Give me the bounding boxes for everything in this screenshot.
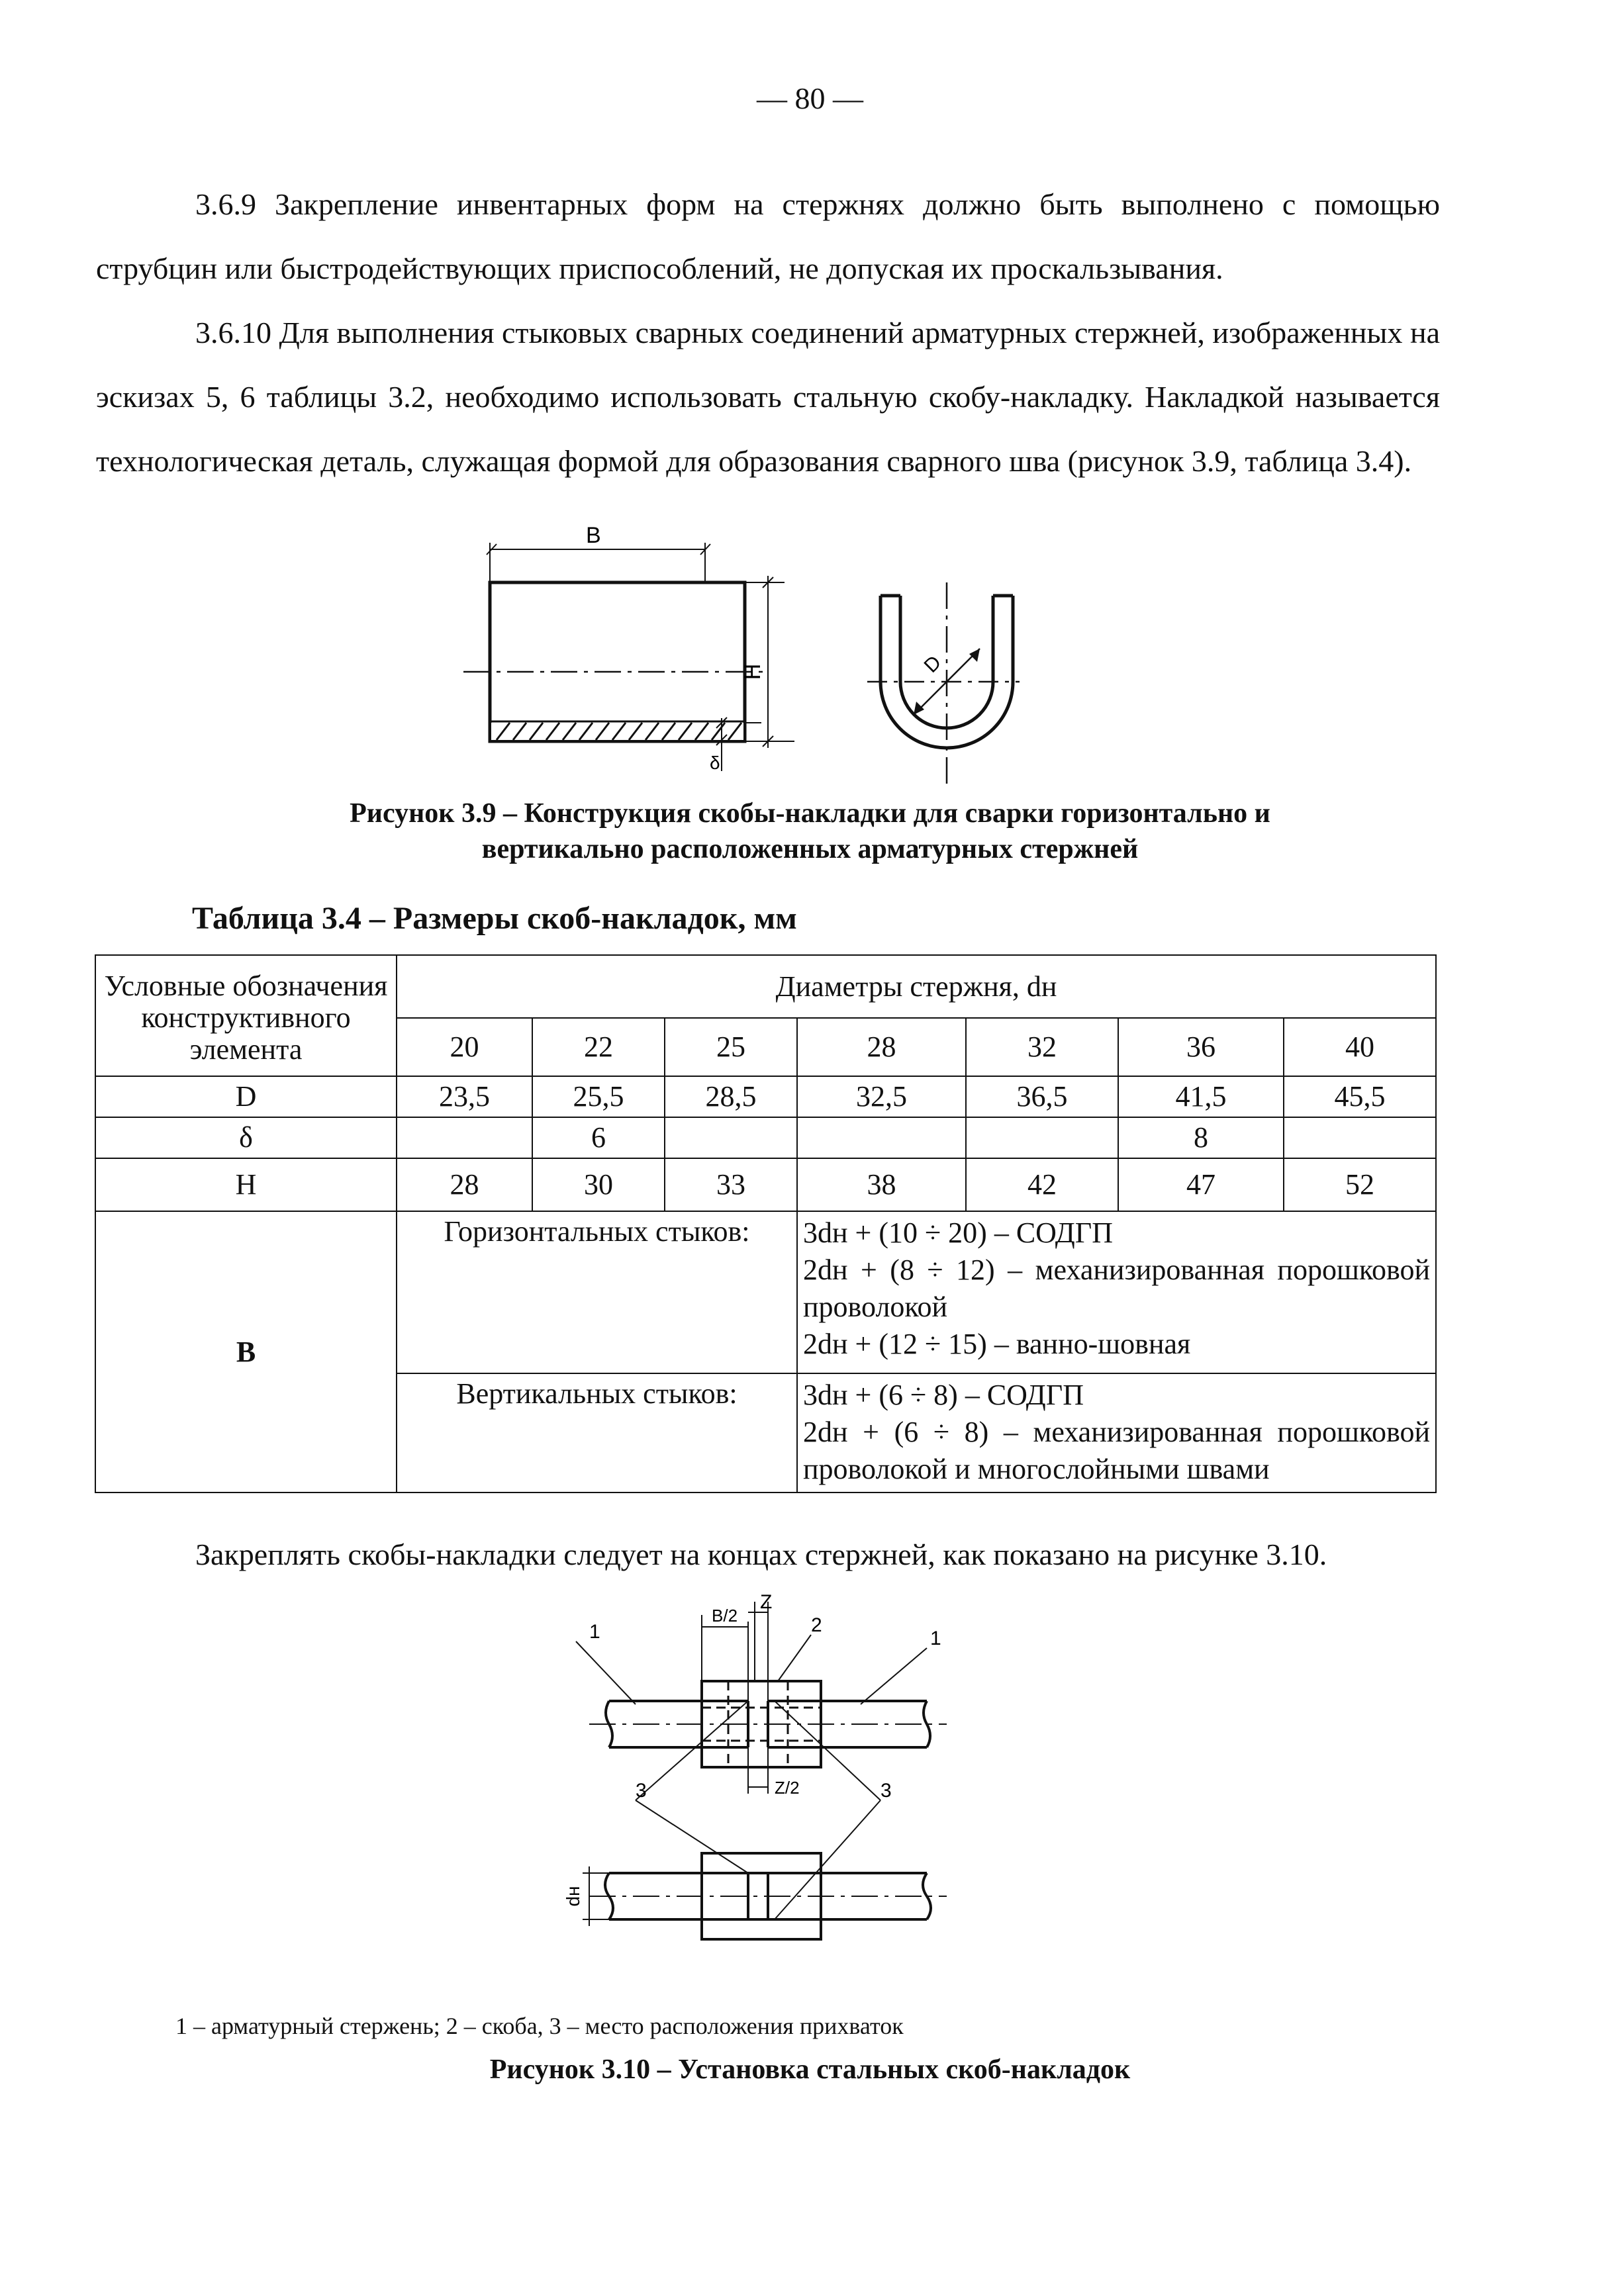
table-cell: 42 — [966, 1158, 1118, 1211]
figure-3-9-caption-line1: Рисунок 3.9 – Конструкция скобы-накладки для сварки горизонтально и — [350, 798, 1270, 829]
table-cell: 28,5 — [665, 1076, 797, 1117]
staple-side-view — [867, 582, 1020, 788]
row-label: B — [95, 1211, 397, 1492]
col-header-designation: Условные обозначения конструктивного элемента — [95, 955, 397, 1076]
callout-1-left: 1 — [589, 1621, 600, 1643]
figure-3-9-caption-line2: вертикально расположенных арматурных стержней — [481, 834, 1139, 864]
table-cell: 25,5 — [532, 1076, 665, 1117]
horizontal-joints-label: Горизонтальных стыков: — [397, 1211, 797, 1373]
page-number: — 80 — — [757, 81, 863, 115]
table-3-4 — [95, 954, 1437, 1493]
side-view — [583, 1800, 947, 1939]
text-block-2 — [96, 1522, 1440, 1586]
table-row-d — [95, 1076, 1436, 1117]
table-cell — [397, 1117, 532, 1158]
row-label: H — [95, 1158, 397, 1211]
diameter-header: 40 — [1284, 1018, 1436, 1076]
figure-3-9-drawing — [450, 523, 1020, 801]
table-3-4-title: Таблица 3.4 – Размеры скоб-накладок, мм — [192, 901, 797, 936]
diameter-header: 32 — [966, 1018, 1118, 1076]
table-cell: 23,5 — [397, 1076, 532, 1117]
row-label: δ — [95, 1117, 397, 1158]
dim-z2-label: Z/2 — [775, 1778, 800, 1798]
diameter-header: 28 — [797, 1018, 966, 1076]
table-cell: 41,5 — [1118, 1076, 1284, 1117]
table-cell: 32,5 — [797, 1076, 966, 1117]
diameter-header: 25 — [665, 1018, 797, 1076]
vertical-joints-label: Вертикальных стыков: — [397, 1373, 797, 1492]
table-row-b-horizontal — [95, 1211, 1436, 1373]
group-header-diameters: Диаметры стержня, dн — [397, 955, 1436, 1018]
row-label: D — [95, 1076, 397, 1117]
diameter-header: 22 — [532, 1018, 665, 1076]
paragraph-3-6-9: 3.6.9 Закрепление инвентарных форм на стержнях должно быть выполнено с помощью струбцин или быстродействующих приспособлений, не допуская их проскальзывания. — [96, 187, 1440, 285]
table-cell: 52 — [1284, 1158, 1436, 1211]
formula-line: 2dн + (6 ÷ 8) – механизированная порошковой проволокой и многослойными швами — [803, 1416, 1431, 1485]
diameter-header: 20 — [397, 1018, 532, 1076]
formula-line: 2dн + (12 ÷ 15) – ванно-шовная — [803, 1328, 1191, 1360]
paragraph-fastening: Закреплять скобы-накладки следует на концах стержней, как показано на рисунке 3.10. — [195, 1538, 1327, 1571]
table-cell: 33 — [665, 1158, 797, 1211]
figure-3-9-caption — [0, 796, 1620, 867]
formula-line: 3dн + (10 ÷ 20) – СОДГП — [803, 1217, 1113, 1249]
table-cell — [1284, 1117, 1436, 1158]
paragraph-3-6-10: 3.6.10 Для выполнения стыковых сварных соединений арматурных стержней, изображенных на эскизах 5, 6 таблицы 3.2, необходимо использовать стальную скобу-накладку. Накладкой называется технологическая деталь, служащая формой для образования сварного шва (рисунок 3.9, таблица 3.4). — [96, 316, 1440, 478]
horizontal-formulas — [797, 1211, 1436, 1373]
dim-z-label: Z — [760, 1591, 773, 1613]
table-cell: 38 — [797, 1158, 966, 1211]
dim-delta-label: δ — [710, 753, 720, 773]
table-cell: 8 — [1118, 1117, 1284, 1158]
table-row-h — [95, 1158, 1436, 1211]
staple-front-view — [463, 543, 794, 771]
top-view — [576, 1602, 947, 1800]
text-block — [96, 172, 1440, 493]
callout-3-left: 3 — [636, 1780, 647, 1802]
figure-3-10-drawing — [549, 1588, 960, 1999]
table-cell: 30 — [532, 1158, 665, 1211]
callout-1-right: 1 — [930, 1628, 941, 1649]
table-cell: 28 — [397, 1158, 532, 1211]
table-cell — [966, 1117, 1118, 1158]
dim-b2-label: B/2 — [712, 1606, 738, 1626]
table-row-delta — [95, 1117, 1436, 1158]
dim-b-label: B — [586, 523, 601, 548]
table-cell: 45,5 — [1284, 1076, 1436, 1117]
diameter-header: 36 — [1118, 1018, 1284, 1076]
table-cell — [665, 1117, 797, 1158]
table-cell — [797, 1117, 966, 1158]
table-cell: 47 — [1118, 1158, 1284, 1211]
figure-3-10-caption: Рисунок 3.10 – Установка стальных скоб-накладок — [489, 2054, 1131, 2085]
dim-h-label: H — [740, 663, 765, 680]
formula-line: 3dн + (6 ÷ 8) – СОДГП — [803, 1379, 1084, 1411]
figure-3-10-legend: 1 – арматурный стержень; 2 – скоба, 3 – место расположения прихваток — [175, 2013, 904, 2039]
callout-2: 2 — [811, 1614, 822, 1636]
dim-dh-label: dн — [563, 1886, 583, 1907]
table-cell: 6 — [532, 1117, 665, 1158]
dim-d-label: D — [920, 651, 946, 677]
table-cell: 36,5 — [966, 1076, 1118, 1117]
callout-3-right: 3 — [881, 1780, 892, 1802]
vertical-formulas — [797, 1373, 1436, 1492]
formula-line: 2dн + (8 ÷ 12) – механизированная порошковой проволокой — [803, 1254, 1431, 1323]
